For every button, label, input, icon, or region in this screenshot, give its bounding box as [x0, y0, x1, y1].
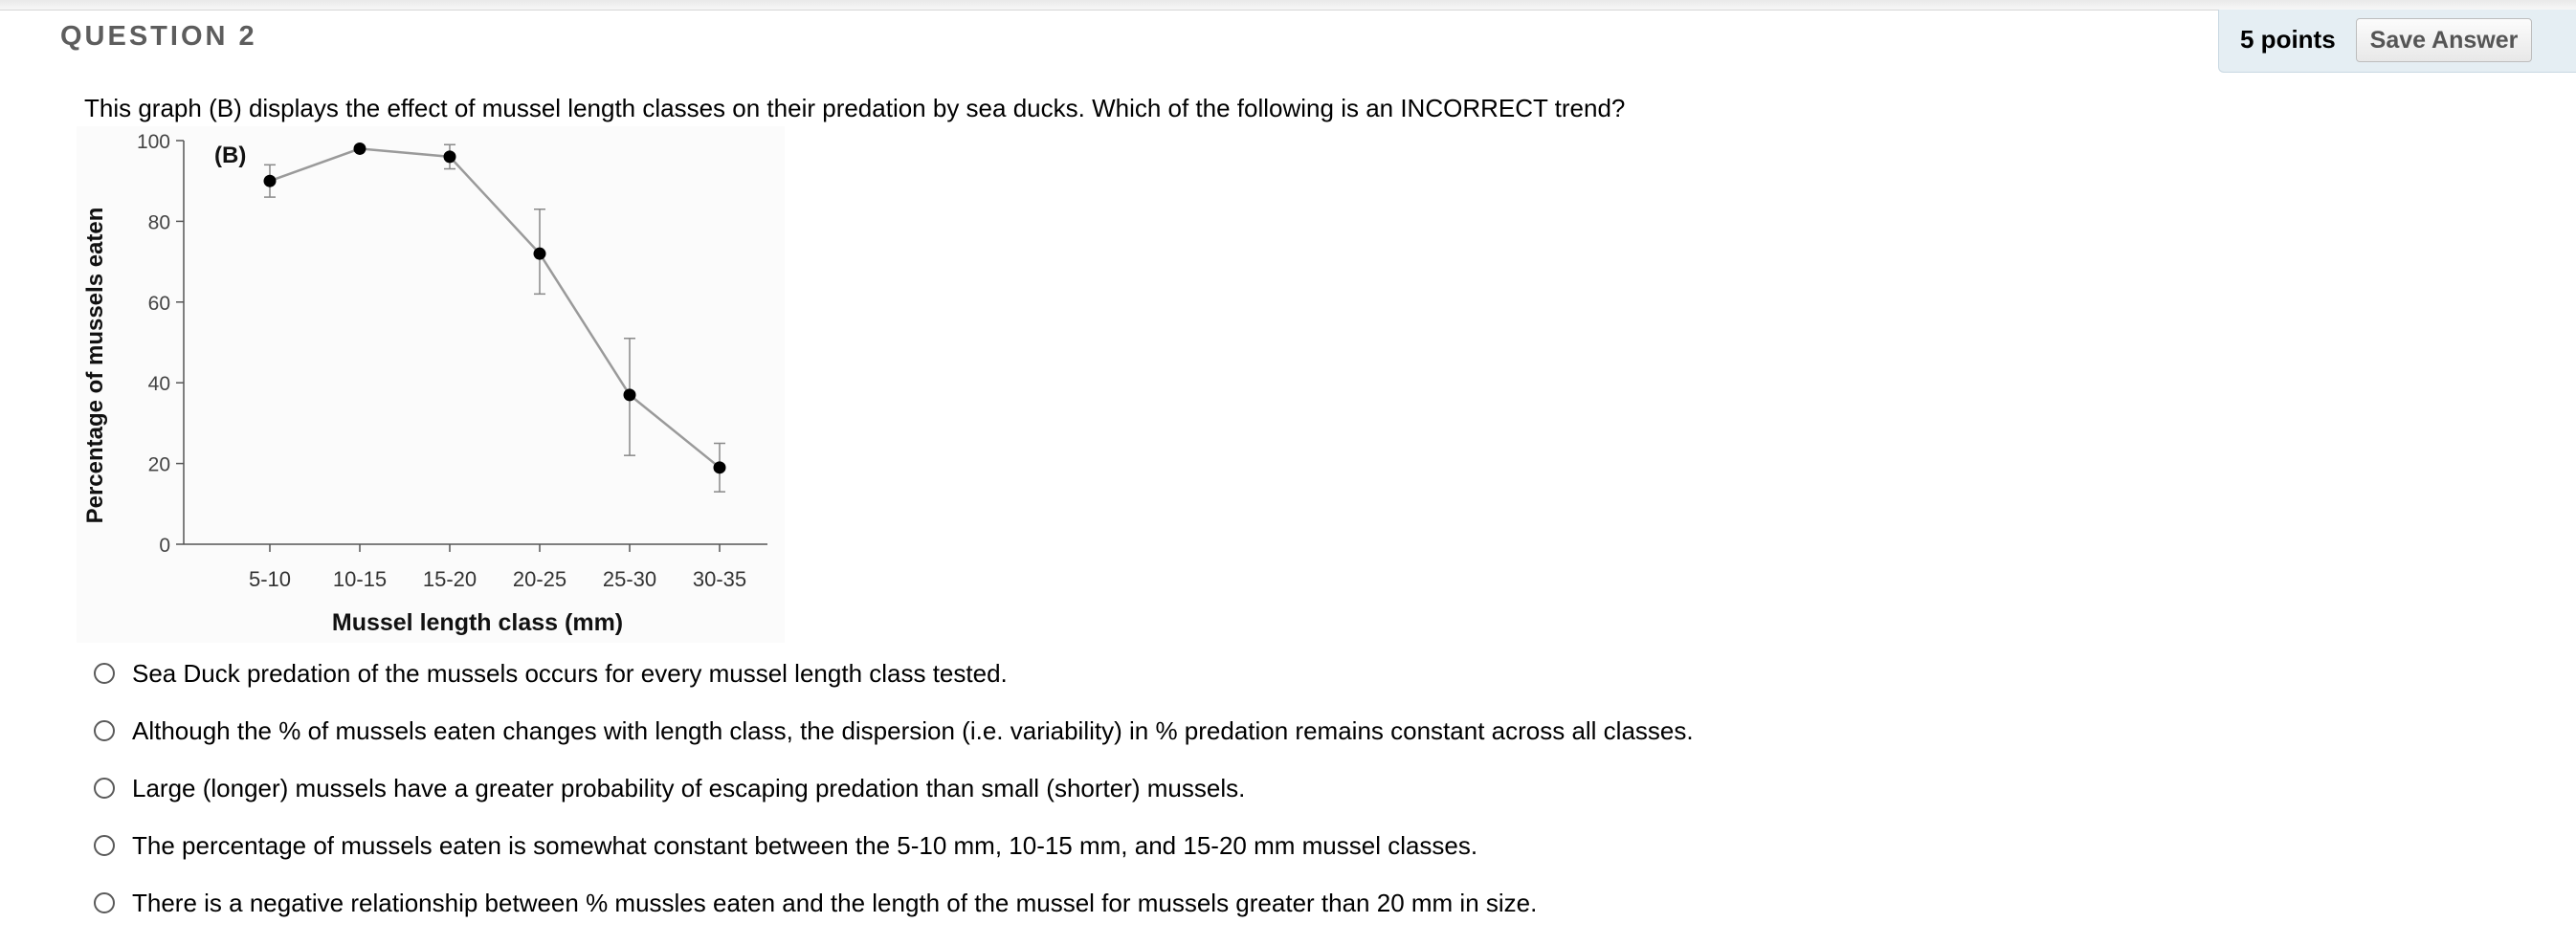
radio-button[interactable]	[94, 663, 115, 684]
data-point	[534, 248, 546, 260]
answer-option[interactable]	[94, 826, 1477, 865]
data-point	[444, 150, 456, 163]
data-point	[264, 175, 277, 187]
x-tick-label: 5-10	[248, 567, 292, 591]
question-text: This graph (B) displays the effect of mussel length classes on their predation by sea ducks. Which of the following is an INCORRECT trend?	[84, 94, 1626, 122]
option-label: Although the % of mussels eaten changes with length class, the dispersion (i.e. variability) in % predation remains constant across all classes.	[132, 715, 1694, 745]
series-line	[270, 148, 720, 467]
radio-button[interactable]	[94, 720, 115, 741]
save-answer-button[interactable]: Save Answer	[2356, 18, 2532, 62]
x-tick-label: 20-25	[512, 567, 567, 591]
option-label: There is a negative relationship between % mussles eaten and the length of the mussel for mussels greater than 20 mm in size.	[132, 888, 1538, 917]
x-tick-label: 10-15	[332, 567, 388, 591]
option-label: Large (longer) mussels have a greater probability of escaping predation than small (shorter) mussels.	[132, 773, 1246, 802]
x-tick-label: 15-20	[422, 567, 477, 591]
answer-option[interactable]	[94, 654, 1008, 692]
chart-svg	[77, 126, 785, 643]
x-tick-label: 25-30	[602, 567, 657, 591]
x-tick-label: 30-35	[692, 567, 747, 591]
answer-option[interactable]	[94, 884, 1537, 922]
answer-option[interactable]	[94, 769, 1245, 807]
answer-option[interactable]	[94, 712, 1694, 750]
chart-panel-label: (B)	[214, 143, 247, 168]
y-tick-label: 80	[147, 211, 170, 234]
y-tick-label: 60	[147, 292, 170, 315]
option-label: Sea Duck predation of the mussels occurs for every mussel length class tested.	[132, 658, 1008, 688]
radio-button[interactable]	[94, 835, 115, 856]
y-tick-label: 100	[136, 131, 170, 153]
radio-button[interactable]	[94, 778, 115, 799]
points-label: 5 points	[2240, 25, 2336, 54]
predation-chart	[77, 126, 785, 643]
y-tick-label: 0	[159, 535, 170, 557]
question-title: QUESTION 2	[60, 21, 257, 52]
data-point	[714, 461, 726, 473]
top-divider	[0, 0, 2576, 11]
option-label: The percentage of mussels eaten is somewhat constant between the 5-10 mm, 10-15 mm, and 15-20 mm mussel classes.	[132, 830, 1478, 860]
data-point	[354, 143, 366, 155]
y-tick-label: 40	[147, 373, 170, 396]
y-tick-label: 20	[147, 453, 170, 476]
chart-x-axis-label: Mussel length class (mm)	[331, 609, 624, 636]
points-panel	[2218, 10, 2576, 73]
radio-button[interactable]	[94, 892, 115, 913]
chart-y-axis-label: Percentage of mussels eaten	[82, 207, 108, 524]
data-point	[624, 388, 636, 401]
